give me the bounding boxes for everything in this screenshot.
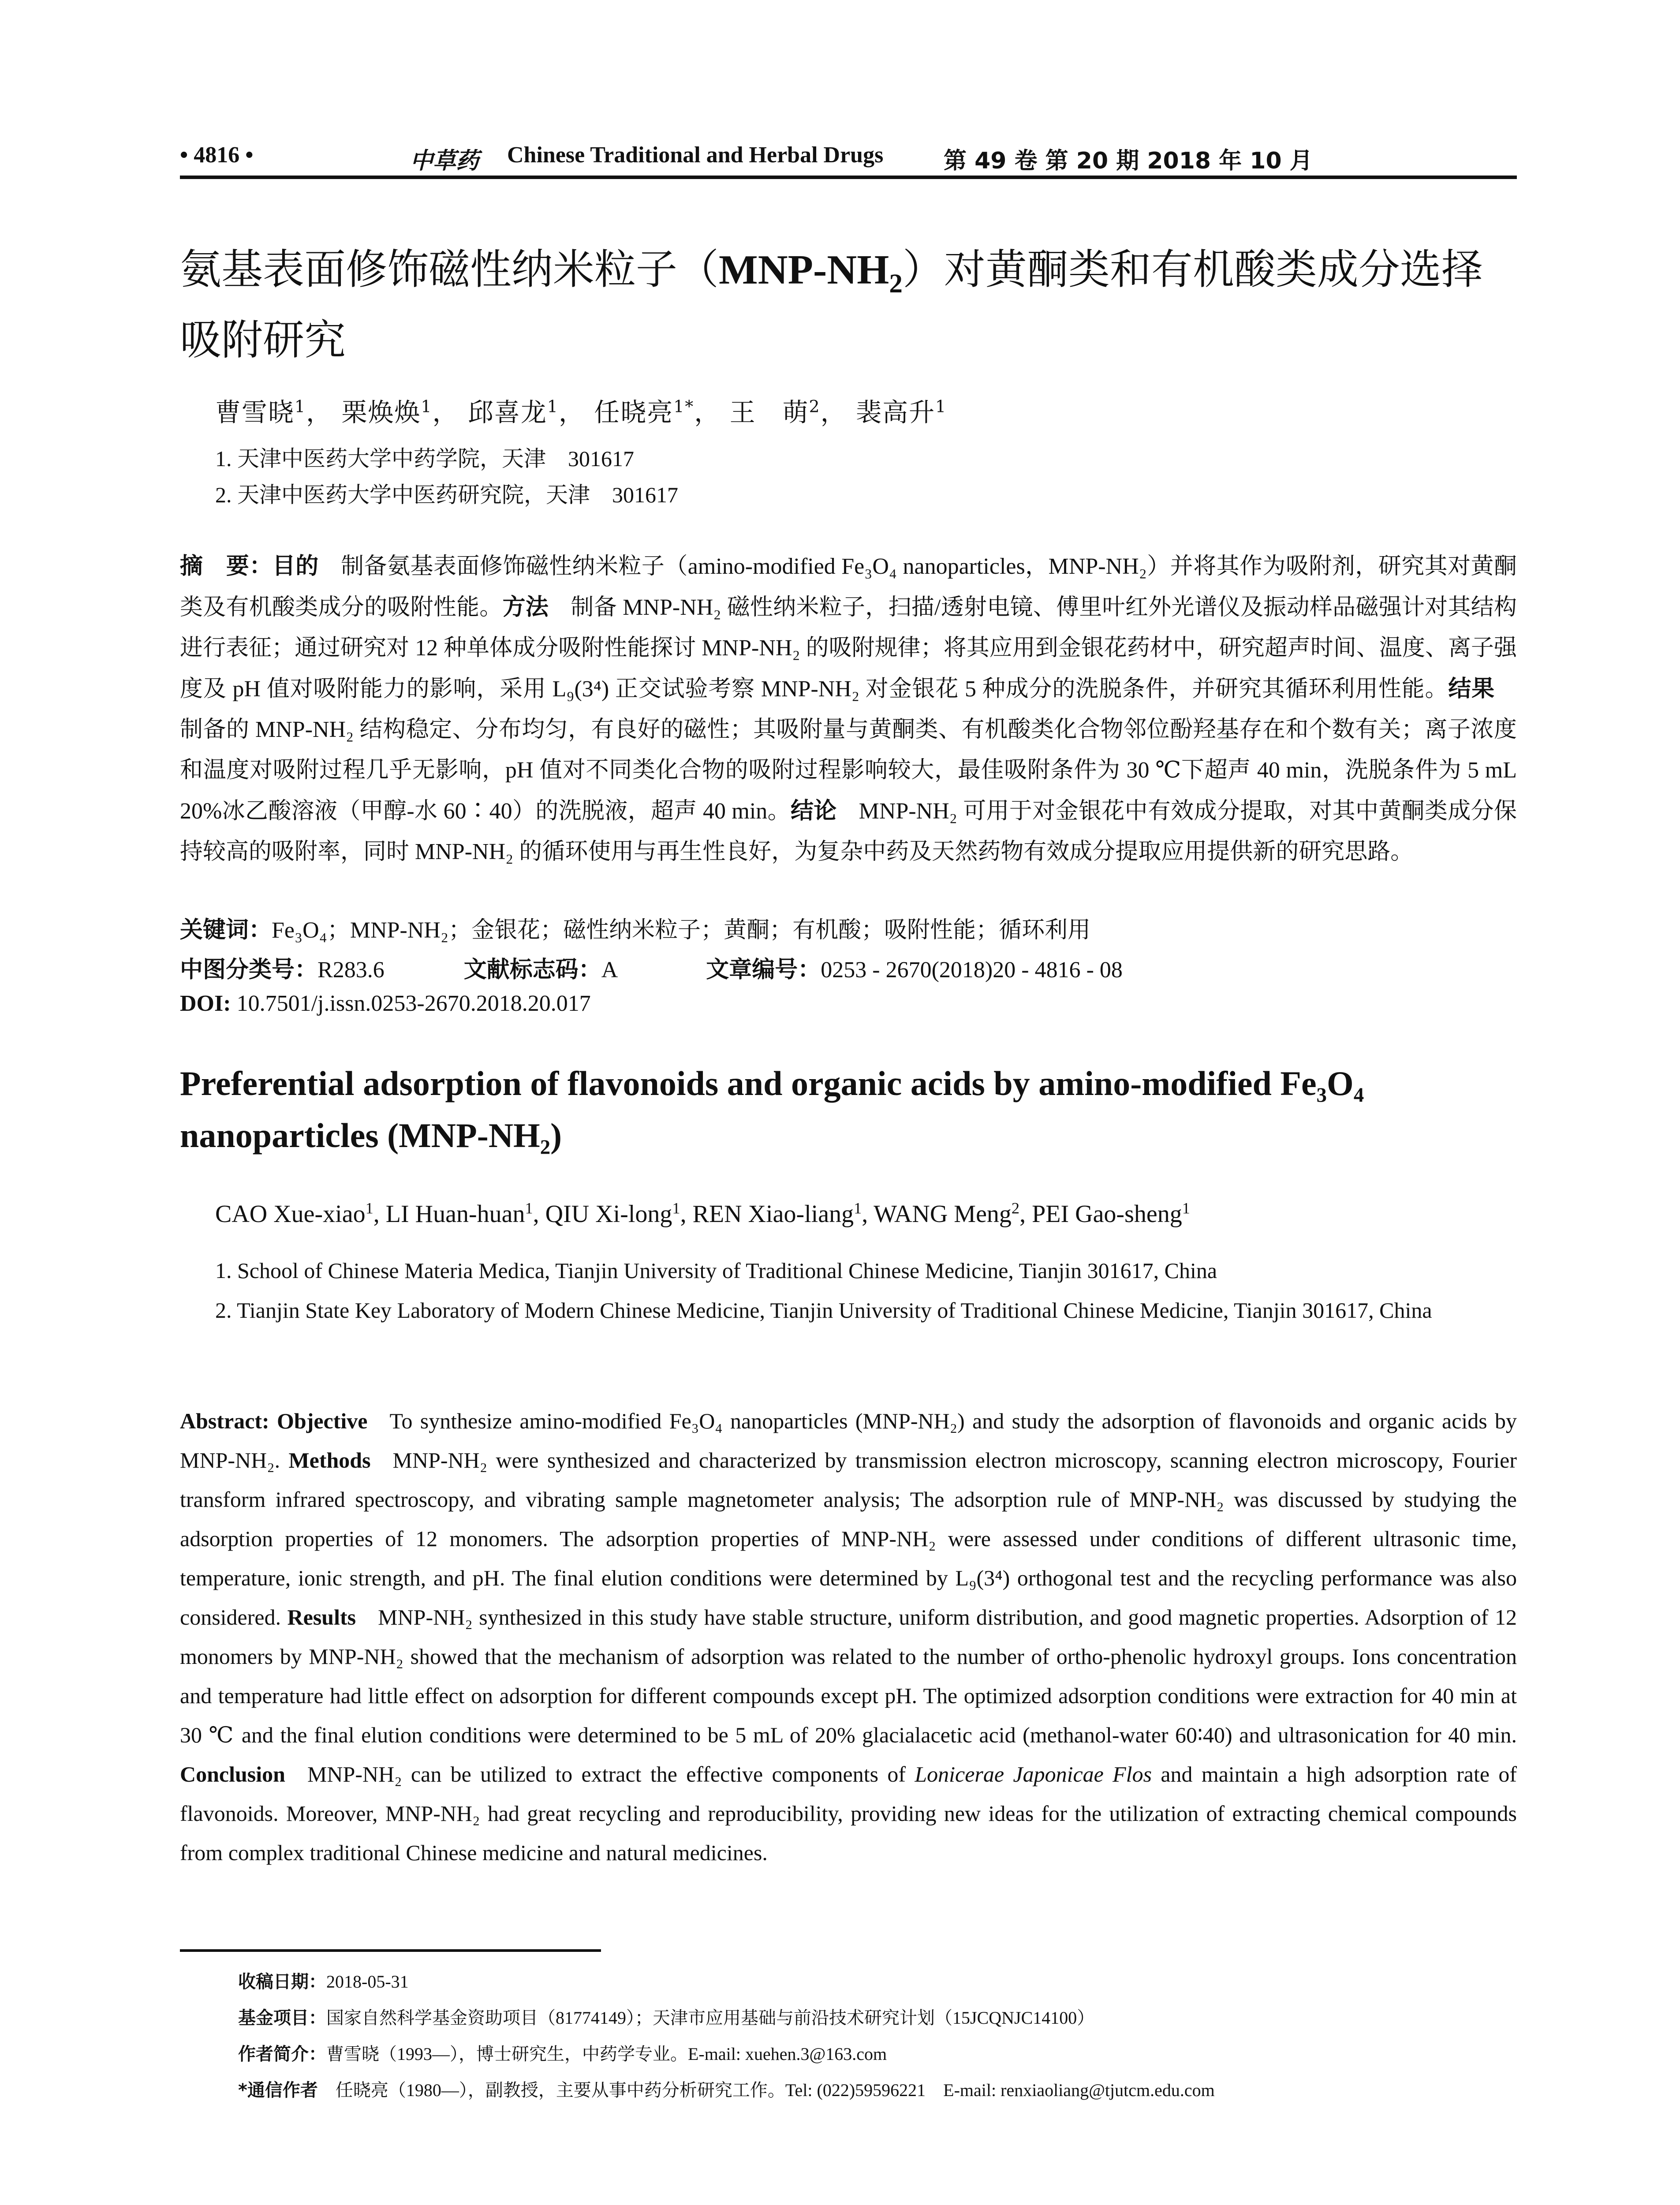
author-en: WANG Meng$^2$, — [874, 1199, 1032, 1228]
footnote-author-bio: 作者简介：曹雪晓（1993—），博士研究生，中药学专业。E-mail: xuehen.3@163.com — [238, 2044, 887, 2064]
author-cn: 裴高升$^1$ — [856, 396, 947, 427]
author-en: PEI Gao-sheng$^1$ — [1032, 1199, 1190, 1228]
author-cn: 王 萌$^2$， — [729, 396, 847, 427]
author-en: QIU Xi-long$^1$, — [545, 1199, 693, 1228]
author-cn: 曹雪晓$^1$， — [215, 396, 333, 427]
title-en: Preferential adsorption of flavonoids and organic acids by amino-modified Fe₃O₄ nanoparticles (MNP-NH₂) — [180, 1064, 1364, 1155]
page-number: • 4816 • — [180, 142, 254, 168]
footnote-corresponding: *通信作者 任晓亮（1980—），副教授，主要从事中药分析研究工作。Tel: (022)59596221 E-mail: renxiaoliang@tjutcm.edu.com — [238, 2080, 1215, 2100]
affiliation-en: 2. Tianjin State Key Laboratory of Modern Chinese Medicine, Tianjin University of Traditional Chinese Medicine, Tianjin 301617, China — [215, 1298, 1432, 1323]
author-cn: 栗焕焕$^1$， — [341, 396, 459, 427]
abstract-cn: 摘 要：目的 制备氨基表面修饰磁性纳米粒子（amino-modified Fe₃O₄ nanoparticles，MNP-NH₂）并将其作为吸附剂，研究其对黄酮类及有机酸类成分的吸附性能。方法 制备 MNP-NH₂ 磁性纳米粒子，扫描/透射电镜、傅里叶红外光谱仪及振动样品磁强计对其结构进行表征；通过研究对 12 种单体成分吸附性能探讨 MNP-NH₂ 的吸附规律；将其应用到金银花药材中，研究超声时间、温度、离子强度及 pH 值对吸附能力的影响，采用 L₉(3⁴) 正交试验考察 MNP-NH₂ 对金银花 5 种成分的洗脱条件，并研究其循环利用性能。结果制备的 MNP-NH₂ 结构稳定、分布均匀，有良好的磁性；其吸附量与黄酮类、有机酸类化合物邻位酚羟基存在和个数有关；离子浓度和温度对吸附过程几乎无影响，pH 值对不同类化合物的吸附过程影响较大，最佳吸附条件为 30 ℃下超声 40 min，洗脱条件为 5 mL 20%冰乙酸溶液（甲醇-水 60∶40）的洗脱液，超声 40 min。结论 MNP-NH₂ 可用于对金银花中有效成分提取，对其中黄酮类成分保持较高的吸附率，同时 MNP-NH₂ 的循环使用与再生性良好，为复杂中药及天然药物有效成分提取应用提供新的研究思路。 — [180, 553, 1517, 864]
affiliation-en: 1. School of Chinese Materia Medica, Tianjin University of Traditional Chinese Medicine, Tianjin 301617, China — [215, 1258, 1217, 1283]
affiliation-cn: 1. 天津中医药大学中药学院，天津 301617 — [215, 446, 634, 471]
keywords-cn: 关键词：Fe₃O₄；MNP-NH₂；金银花；磁性纳米粒子；黄酮；有机酸；吸附性能；循环利用 — [180, 917, 1091, 943]
issue-info: 第 49 卷 第 20 期 2018 年 10 月 — [944, 148, 1313, 174]
footnote-fund: 基金项目：国家自然科学基金资助项目（81774149）；天津市应用基础与前沿技术研究计划（15JCQNJC14100） — [238, 2008, 1095, 2028]
affiliation-cn: 2. 天津中医药大学中医药研究院，天津 301617 — [215, 482, 678, 507]
title-cn: 氨基表面修饰磁性纳米粒子$(MNP-NH_2)$对黄酮类和有机酸类成分选择吸附研究 — [180, 246, 1483, 364]
author-en: REN Xiao-liang$^1$, — [692, 1199, 874, 1228]
abstract-en: Abstract: Objective To synthesize amino-modified Fe₃O₄ nanoparticles (MNP-NH₂) and study the adsorption of flavonoids and organic acids by MNP-NH₂. Methods MNP-NH₂ were synthesized and characterized by transmission electron microscopy, scanning electron microscopy, Fourier transform infrared spectroscopy, and vibrating sample magnetometer analysis; The adsorption rule of MNP-NH₂ was discussed by studying the adsorption properties of 12 monomers. The adsorption properties of MNP-NH₂ were assessed under conditions of different ultrasonic time, temperature, ionic strength, and pH. The final elution conditions were determined by L₉(3⁴) orthogonal test and the recycling performance was also considered. Results MNP-NH₂ synthesized in this study have stable structure, uniform distribution, and good magnetic properties. Adsorption of 12 monomers by MNP-NH₂ showed that the mechanism of adsorption was related to the number of ortho-phenolic hydroxyl groups. Ions concentration and temperature had little effect on adsorption for different compounds except pH. The optimized adsorption conditions were extraction for 40 min at 30 ℃ and the final elution conditions were determined to be 5 mL of 20% glacialacetic acid (methanol-water 60∶40) and ultrasonication for 40 min. Conclusion MNP-NH₂ can be utilized to extract the effective components of Lonicerae Japonicae Flos and maintain a high adsorption rate of flavonoids. Moreover, MNP-NH₂ had great recycling and reproducibility, providing new ideas for the utilization of extracting chemical compounds from complex traditional Chinese medicine and natural medicines. — [180, 1409, 1517, 1865]
journal-name-en: Chinese Traditional and Herbal Drugs — [507, 142, 884, 168]
author-en: LI Huan-huan$^1$, — [385, 1199, 545, 1228]
footnote-received: 收稿日期：2018-05-31 — [238, 1972, 409, 1992]
classification-row: 中图分类号：R283.6 文献标志码：A 文章编号：0253 - 2670(2018)20 - 4816 - 08 — [180, 957, 1123, 983]
header-rule — [180, 176, 1517, 179]
footnote-rule — [180, 1949, 601, 1952]
author-cn: 任晓亮$^{1*}$， — [594, 396, 721, 427]
journal-name-cn: 中草药 — [410, 147, 479, 174]
authors-en — [215, 1199, 1190, 1228]
author-cn: 邱喜龙$^1$， — [467, 396, 585, 427]
doi: DOI: 10.7501/j.issn.0253-2670.2018.20.017 — [180, 991, 591, 1016]
author-en: CAO Xue-xiao$^1$, — [215, 1199, 386, 1228]
authors-cn — [215, 392, 947, 429]
